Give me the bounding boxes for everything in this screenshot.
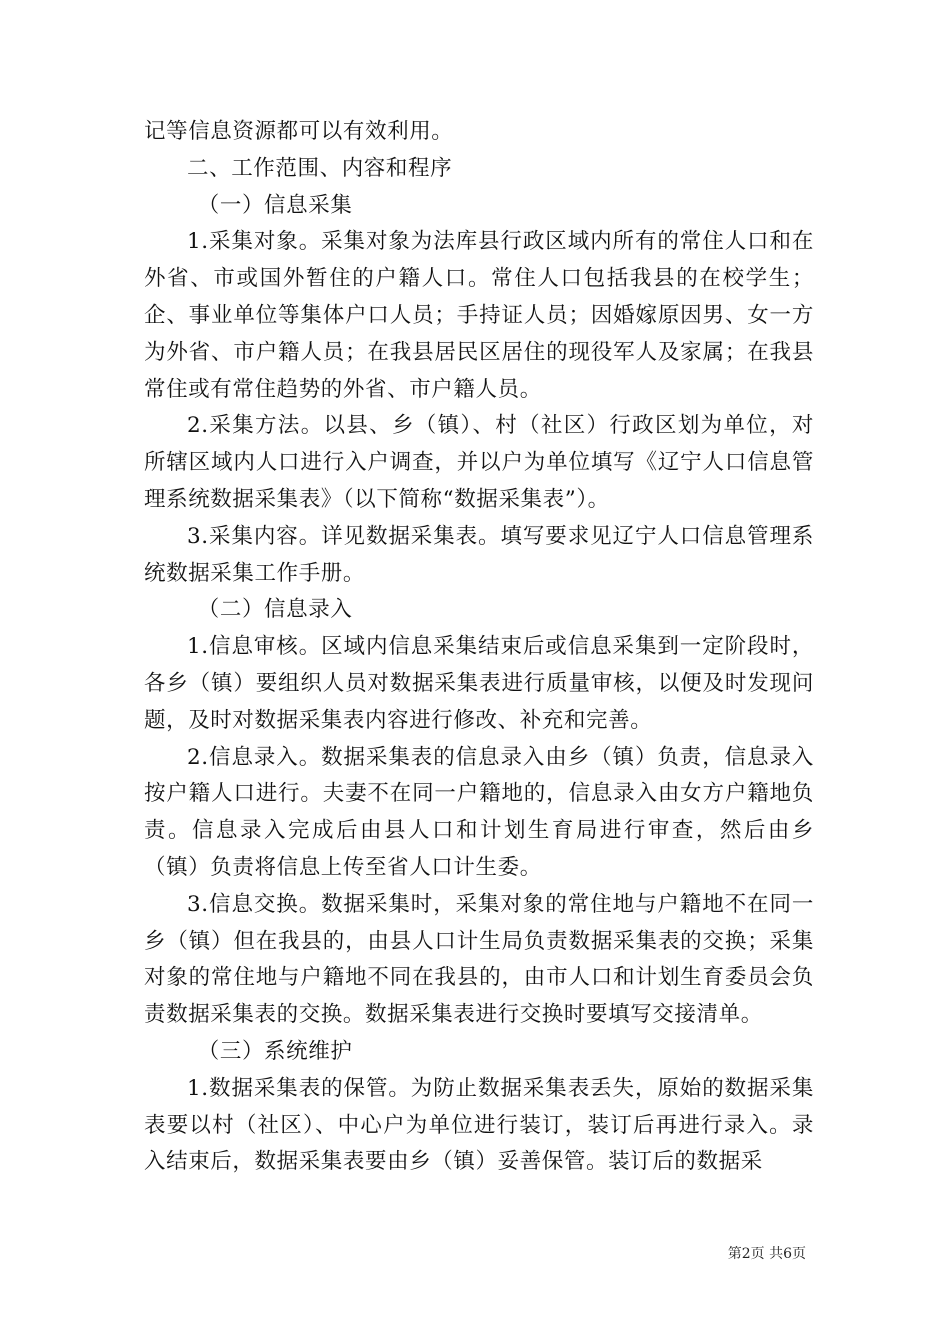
paragraph: 记等信息资源都可以有效利用。 [144, 119, 454, 144]
document-body [144, 114, 814, 1181]
paragraph: 2.信息录入。数据采集表的信息录入由乡（镇）负责，信息录入按户籍人口进行。夫妻不在同一户籍地的，信息录入由女方户籍地负责。信息录入完成后由县人口和计划生育局进行审查，然后由乡（镇）负责将信息上传至省人口计生委。 [144, 744, 814, 880]
paragraph: 1.信息审核。区域内信息采集结束后或信息采集到一定阶段时，各乡（镇）要组织人员对数据采集表进行质量审核，以便及时发现问题，及时对数据采集表内容进行修改、补充和完善。 [144, 634, 814, 733]
paragraph: 3.信息交换。数据采集时，采集对象的常住地与户籍地不在同一乡（镇）但在我县的，由县人口计生局负责数据采集表的交换；采集对象的常住地与户籍地不同在我县的，由市人口和计划生育委员会负责数据采集表的交换。数据采集表进行交换时要填写交接清单。 [144, 891, 814, 1028]
subsection-heading: （二）信息录入 [197, 597, 353, 623]
subsection-heading: （一）信息采集 [197, 192, 353, 218]
paragraph: 1.数据采集表的保管。为防止数据采集表丢失，原始的数据采集表要以村（社区）、中心户为单位进行装订，装订后再进行录入。录入结束后，数据采集表要由乡（镇）妥善保管。装订后的数据采 [144, 1075, 814, 1175]
section-heading: 二、工作范围、内容和程序 [187, 155, 453, 181]
paragraph: 2.采集方法。以县、乡（镇）、村（社区）行政区划为单位，对所辖区域内人口进行入户调查，并以户为单位填写《辽宁人口信息管理系统数据采集表》（以下简称“数据采集表”）。 [144, 413, 814, 512]
subsection-heading: （三）系统维护 [197, 1038, 353, 1064]
paragraph: 1.采集对象。采集对象为法库县行政区域内所有的常住人口和在外省、市或国外暂住的户籍人口。常住人口包括我县的在校学生；企、事业单位等集体户口人员；手持证人员；因婚嫁原因男、女一方为外省、市户籍人员；在我县居民区居住的现役军人及家属；在我县常住或有常住趋势的外省、市户籍人员。 [144, 229, 814, 402]
page-number: 第2页 共6页 [727, 1246, 806, 1262]
paragraph: 3.采集内容。详见数据采集表。填写要求见辽宁人口信息管理系统数据采集工作手册。 [144, 523, 814, 586]
